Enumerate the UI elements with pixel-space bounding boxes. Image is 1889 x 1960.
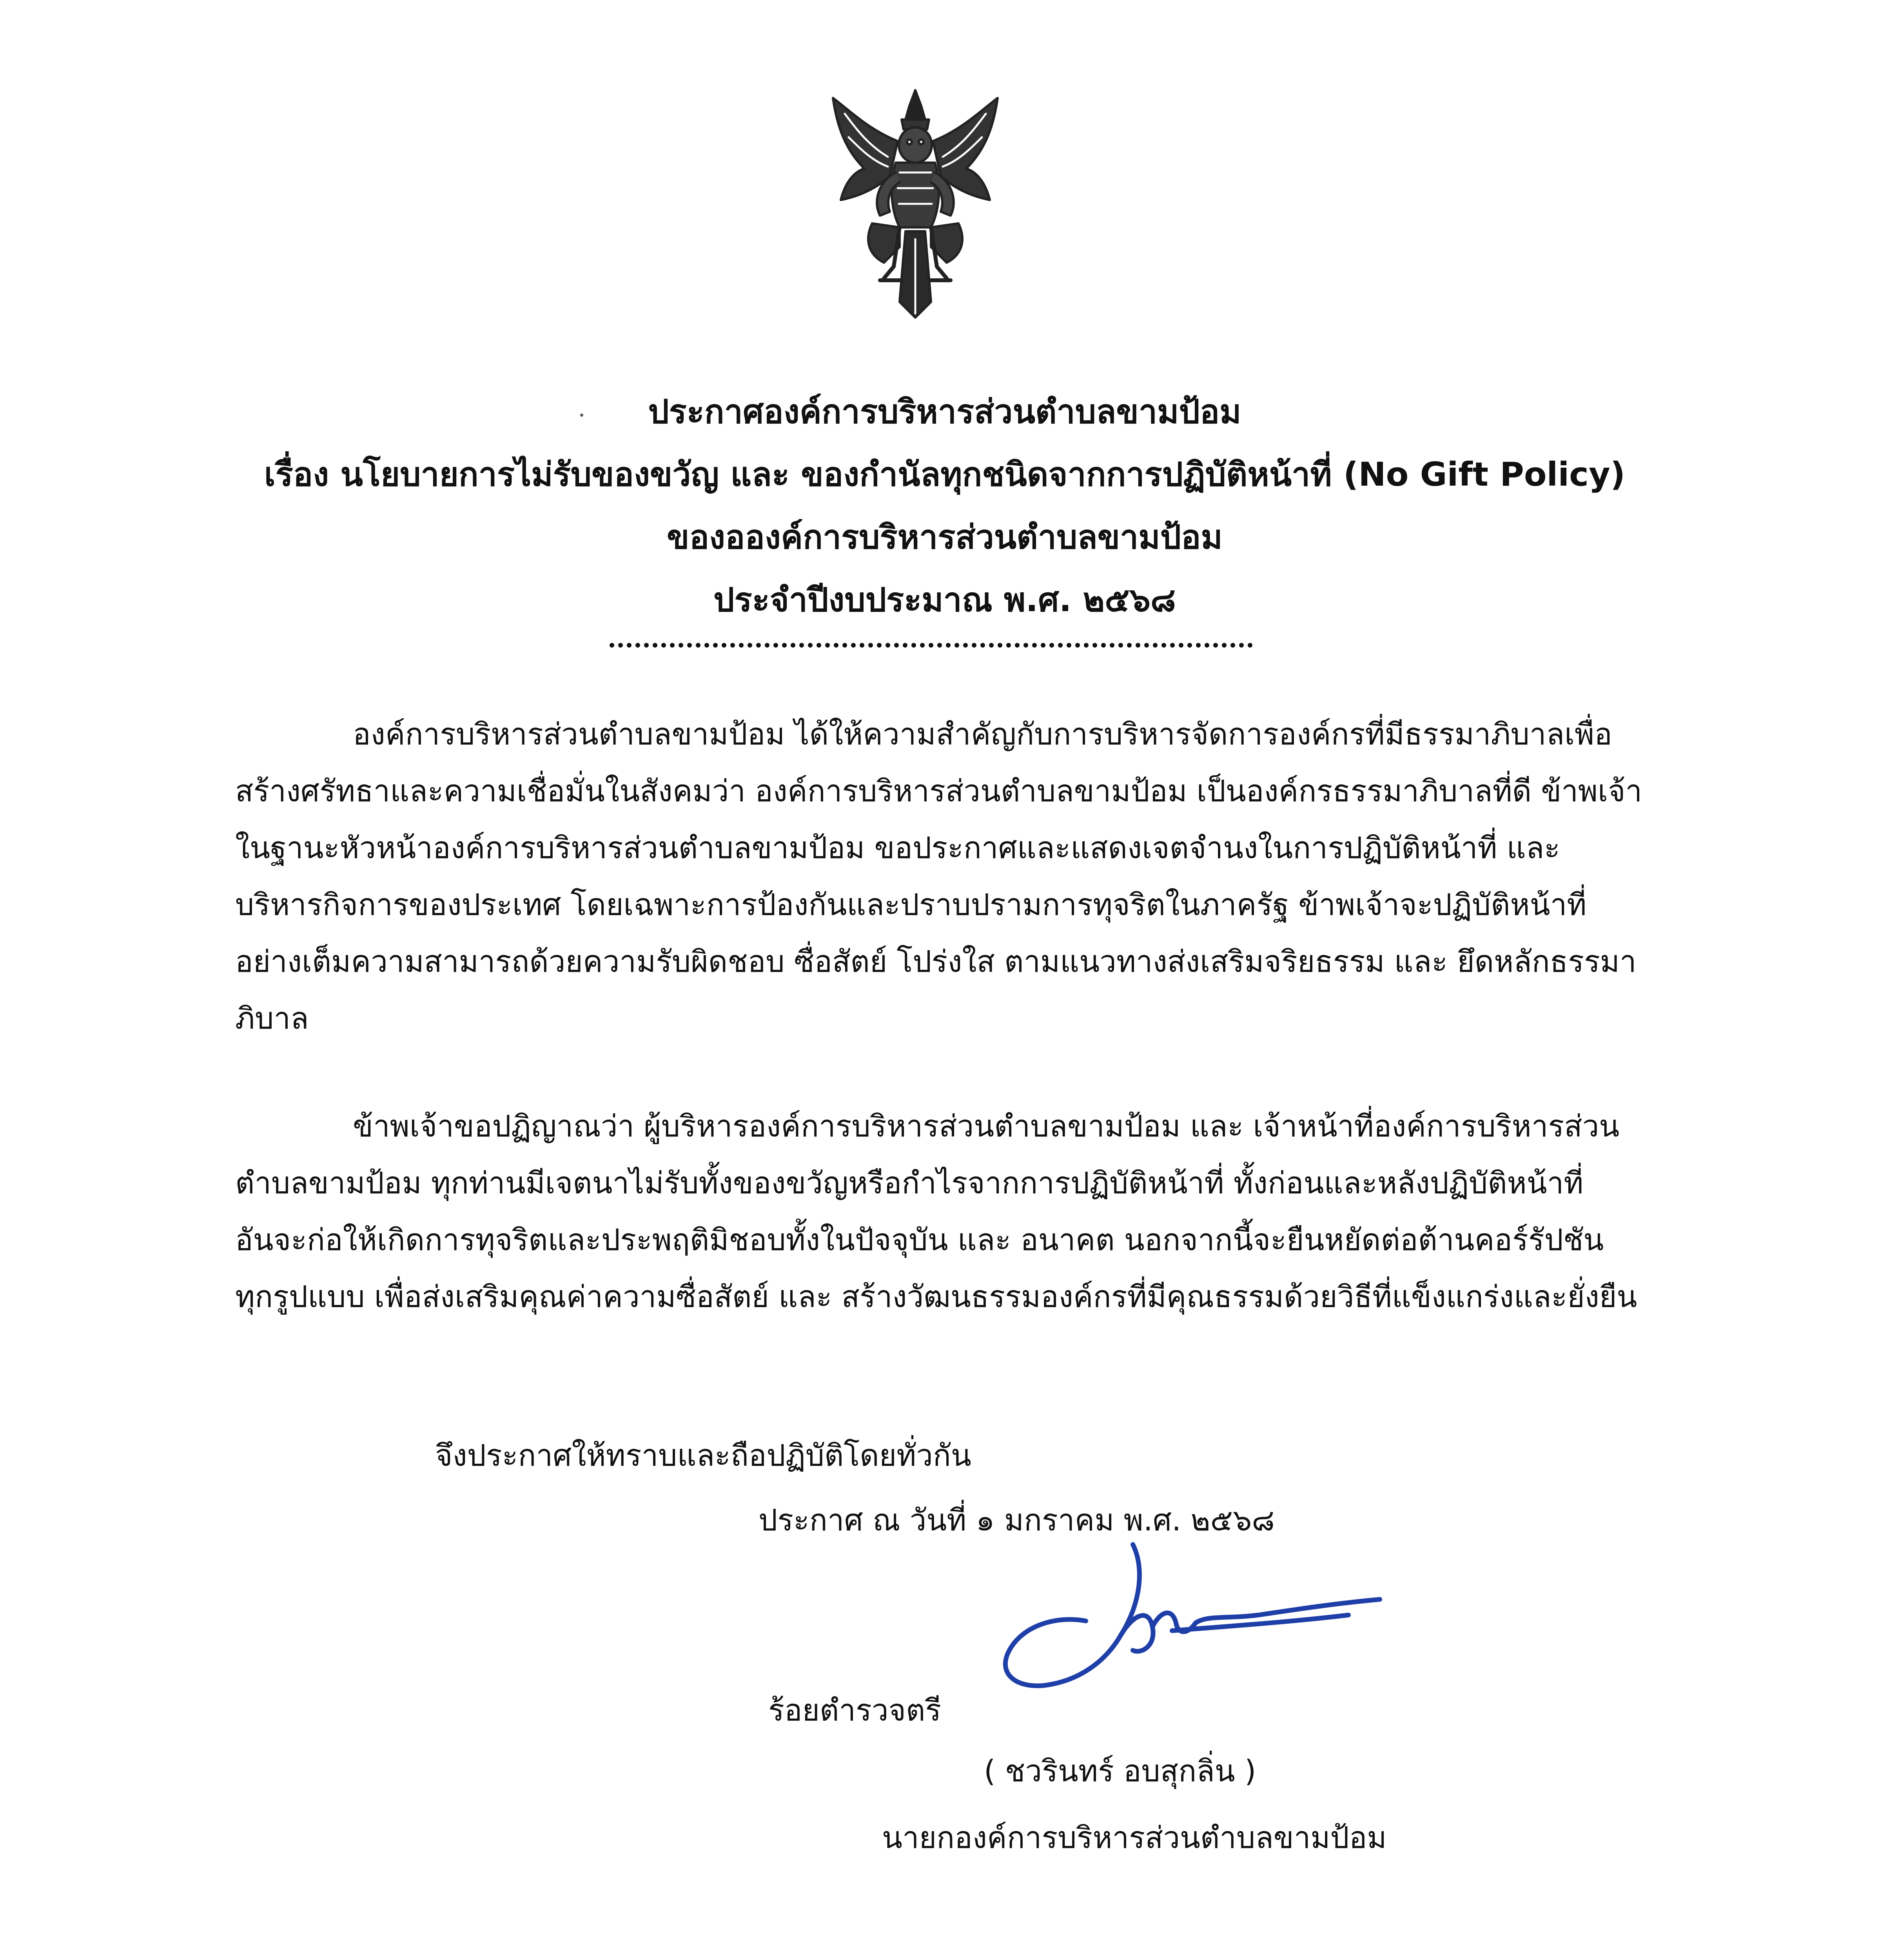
paragraph-line: ข้าพเจ้าขอปฏิญาณว่า ผู้บริหารองค์การบริหารส่วนตำบลขามป้อม และ เจ้าหน้าที่องค์การบริหารส่วน — [353, 1109, 1620, 1143]
paragraph-line: ในฐานะหัวหน้าองค์การบริหารส่วนตำบลขามป้อม ขอประกาศและแสดงเจตจำนงในการปฏิบัติหน้าที่ และ — [235, 830, 1560, 865]
handwritten-signature — [984, 1537, 1388, 1740]
signer-name: ( ชวรินทร์ อบสุกลิ่น ) — [984, 1753, 1256, 1788]
closing-announcement: จึงประกาศให้ทราบและถือปฏิบัติโดยทั่วกัน — [435, 1438, 971, 1473]
announcement-organization: ของอองค์การบริหารส่วนตำบลขามป้อม — [667, 518, 1223, 556]
body-paragraph-1 — [235, 706, 1642, 1047]
paragraph-line: อันจะก่อให้เกิดการทุจริตและประพฤติมิชอบทั้งในปัจจุบัน และ อนาคต นอกจากนี้จะยืนหยัดต่อต้านคอร์รัปชัน — [235, 1222, 1604, 1257]
paragraph-line: บริหารกิจการของประเทศ โดยเฉพาะการป้องกันและปราบปรามการทุจริตในภาครัฐ ข้าพเจ้าจะปฏิบัติหน้าที่ — [235, 887, 1587, 922]
paragraph-line: ตำบลขามป้อม ทุกท่านมีเจตนาไม่รับทั้งของขวัญหรือกำไรจากการปฏิบัติหน้าที่ ทั้งก่อนและหลังปฏิบัติหน้าที่ — [235, 1165, 1584, 1200]
paragraph-line: ทุกรูปแบบ เพื่อส่งเสริมคุณค่าความซื่อสัตย์ และ สร้างวัฒนธรรมองค์กรที่มีคุณธรรมด้วยวิธีที่แข็งแกร่งและยั่งยืน — [235, 1279, 1637, 1314]
garuda-emblem-icon — [821, 82, 1009, 325]
body-paragraph-2 — [235, 1098, 1637, 1325]
announcement-date: ประกาศ ณ วันที่ ๑ มกราคม พ.ศ. ๒๕๖๘ — [759, 1503, 1275, 1537]
dotted-divider — [608, 643, 1254, 648]
announcement-title: ประกาศองค์การบริหารส่วนตำบลขามป้อม — [648, 392, 1241, 431]
signer-rank: ร้อยตำรวจตรี — [768, 1693, 942, 1728]
paragraph-line: อย่างเต็มความสามารถด้วยความรับผิดชอบ ซื่อสัตย์ โปร่งใส ตามแนวทางส่งเสริมจริยธรรม และ ยึดหลักธรรมา — [235, 944, 1637, 979]
paragraph-line: สร้างศรัทธาและความเชื่อมั่นในสังคมว่า องค์การบริหารส่วนตำบลขามป้อม เป็นองค์กรธรรมาภิบาลที่ดี ข้าพเจ้า — [235, 773, 1642, 808]
signer-position: นายกองค์การบริหารส่วนตำบลขามป้อม — [882, 1820, 1387, 1855]
announcement-fiscal-year: ประจำปีงบประมาณ พ.ศ. ๒๕๖๘ — [713, 581, 1176, 619]
paragraph-line: องค์การบริหารส่วนตำบลขามป้อม ได้ให้ความสำคัญกับการบริหารจัดการองค์กรที่มีธรรมาภิบาลเพื่อ — [353, 717, 1612, 751]
paragraph-line: ภิบาล — [235, 1001, 309, 1036]
scan-speck — [580, 414, 583, 417]
announcement-subject: เรื่อง นโยบายการไม่รับของขวัญ และ ของกำนัลทุกชนิดจากการปฏิบัติหน้าที่ (No Gift Policy) — [264, 455, 1626, 494]
